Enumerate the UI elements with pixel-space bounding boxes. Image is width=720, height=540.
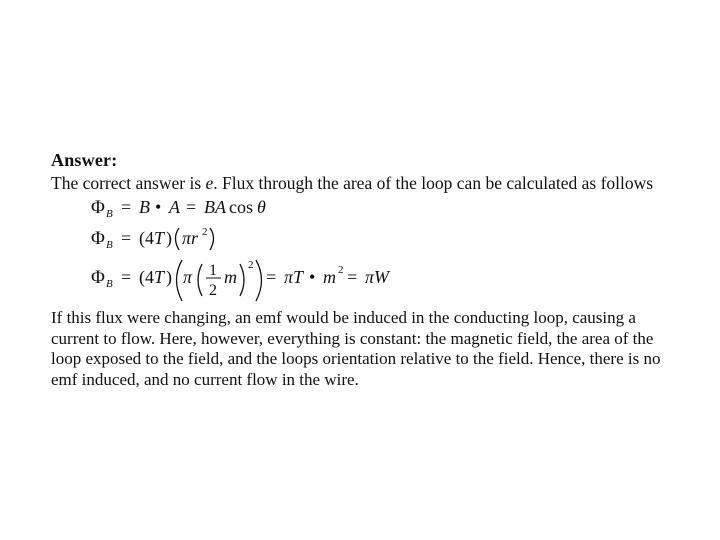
svg-text:Φ: Φ xyxy=(91,228,105,249)
intro-after: . Flux through the area of the loop can be calculated as follows xyxy=(213,173,654,193)
svg-text:1: 1 xyxy=(209,262,217,279)
svg-text:π: π xyxy=(183,267,193,287)
svg-text:A: A xyxy=(169,197,180,217)
svg-text:2: 2 xyxy=(338,264,344,276)
svg-text:2: 2 xyxy=(209,282,217,299)
svg-text:m: m xyxy=(323,267,336,287)
svg-text:): ) xyxy=(166,267,172,287)
svg-text:=: = xyxy=(266,267,277,287)
svg-text:•: • xyxy=(309,267,316,287)
answer-letter: e xyxy=(205,173,214,193)
svg-text:=: = xyxy=(347,267,358,287)
paragraph-line: loop exposed to the field, and the loops orientation relative to the field. Hence, there is no xyxy=(51,349,661,368)
svg-text:): ) xyxy=(166,228,172,248)
answer-intro xyxy=(51,173,653,193)
svg-text:=: = xyxy=(186,197,197,217)
svg-text:πr: πr xyxy=(182,228,199,248)
svg-text:2: 2 xyxy=(202,226,208,238)
flux-equation-2-math xyxy=(91,224,251,256)
svg-text:•: • xyxy=(155,197,162,217)
explanation-paragraph xyxy=(51,308,681,390)
flux-equation-3 xyxy=(91,258,391,309)
svg-text:BA: BA xyxy=(204,197,226,217)
flux-equation-2 xyxy=(91,224,251,261)
flux-equation-1-math xyxy=(91,192,291,222)
flux-equation-1 xyxy=(91,192,291,227)
svg-text:Φ: Φ xyxy=(91,267,105,288)
svg-text:πW: πW xyxy=(365,267,390,287)
svg-text:πT: πT xyxy=(284,267,304,287)
flux-equation-3-math xyxy=(91,258,391,304)
paragraph-line: If this flux were changing, an emf would be induced in the conducting loop, causing a xyxy=(51,308,636,327)
svg-text:T: T xyxy=(154,228,165,248)
svg-text:cos: cos xyxy=(229,197,253,217)
svg-text:B: B xyxy=(106,208,113,220)
svg-text:m: m xyxy=(224,267,237,287)
svg-text:(4: (4 xyxy=(139,267,154,287)
svg-text:=: = xyxy=(121,197,132,217)
svg-text:(4: (4 xyxy=(139,228,154,248)
svg-text:=: = xyxy=(121,267,132,287)
answer-heading: Answer: xyxy=(51,150,118,170)
svg-text:=: = xyxy=(121,228,132,248)
svg-text:B: B xyxy=(139,197,150,217)
svg-text:T: T xyxy=(154,267,165,287)
svg-text:B: B xyxy=(106,278,113,290)
svg-text:Φ: Φ xyxy=(91,197,105,218)
intro-before: The correct answer is xyxy=(51,173,206,193)
svg-text:2: 2 xyxy=(248,259,254,271)
svg-text:B: B xyxy=(106,239,113,251)
svg-text:θ: θ xyxy=(257,197,266,217)
paragraph-line: emf induced, and no current flow in the wire. xyxy=(51,369,359,389)
paragraph-line: current to flow. Here, however, everything is constant: the magnetic field, the area of the xyxy=(51,328,654,348)
